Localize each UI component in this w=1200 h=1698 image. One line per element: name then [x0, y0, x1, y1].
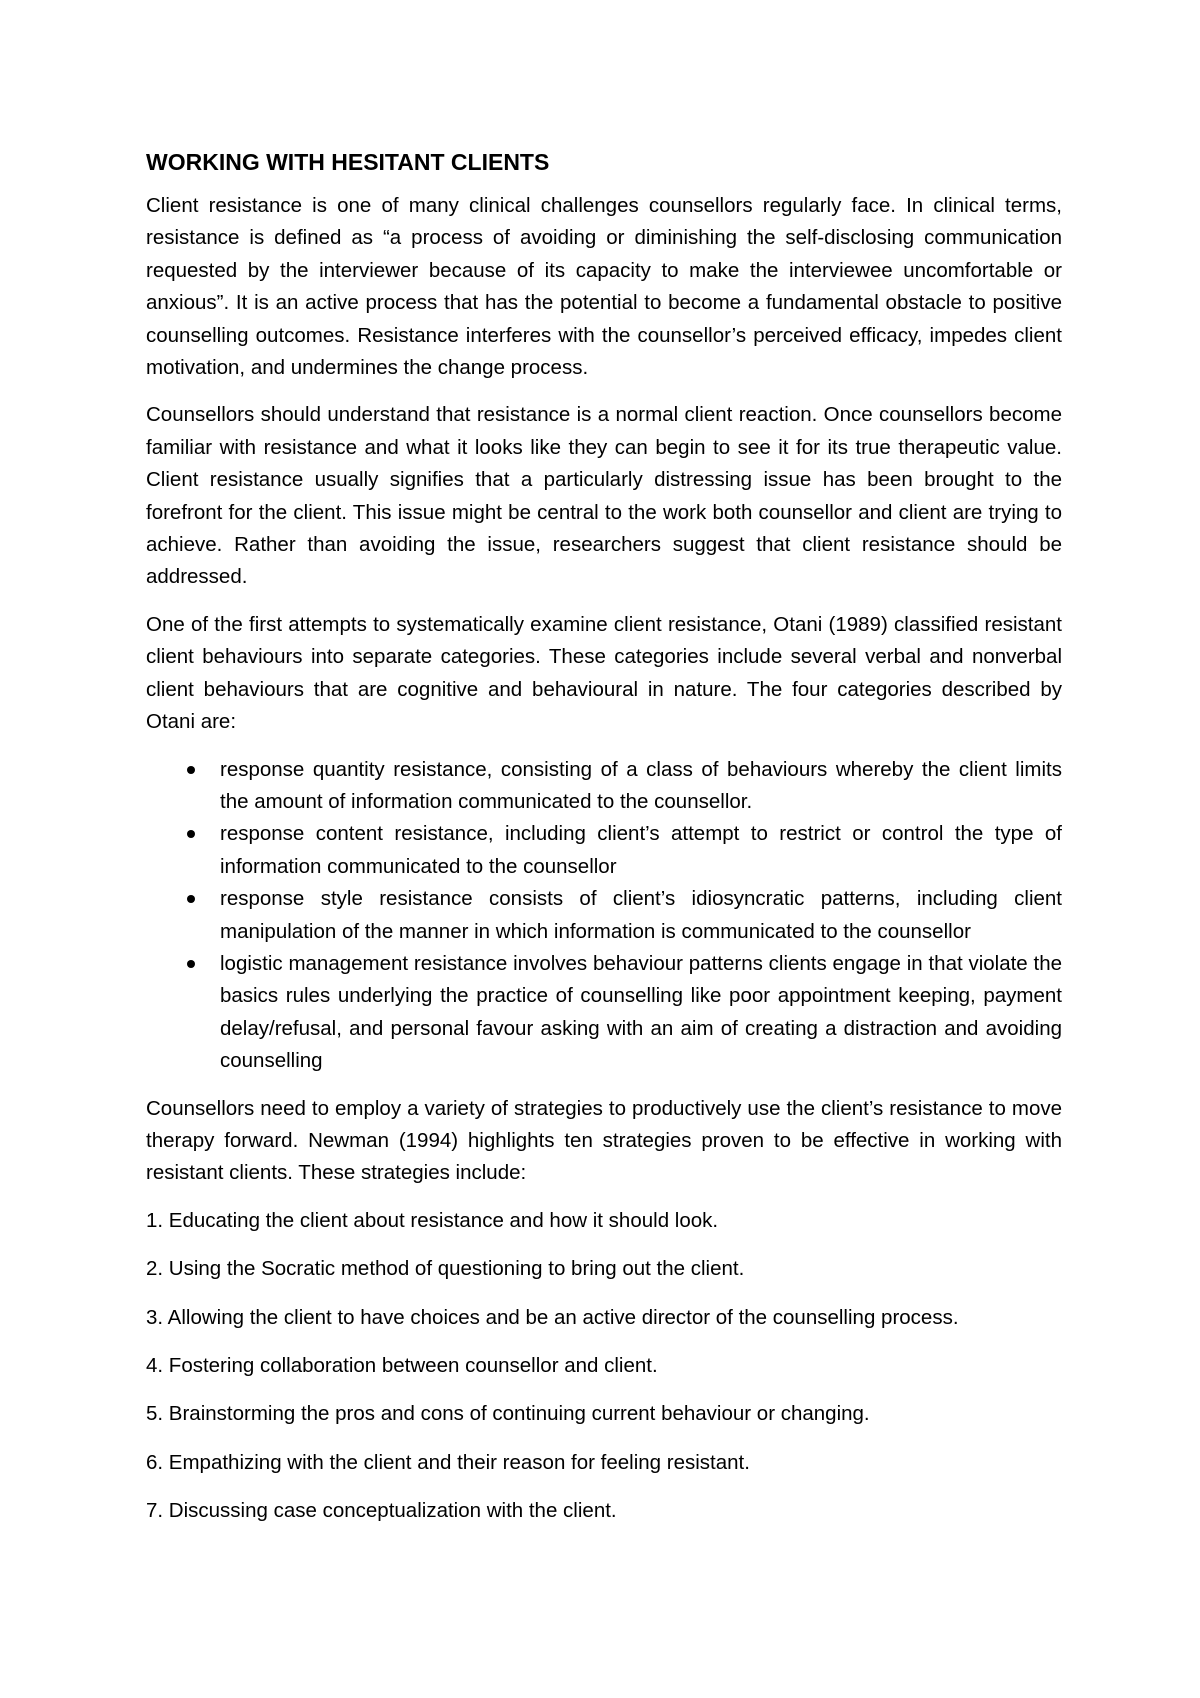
bullet-icon [187, 960, 195, 968]
strategy-list [146, 1205, 1062, 1528]
bullet-icon [187, 830, 195, 838]
bullet-item [146, 754, 1062, 819]
strategy-item: 2. Using the Socratic method of questioning to bring out the client. [146, 1257, 745, 1281]
bullet-item [146, 883, 1062, 948]
bullet-icon [187, 895, 195, 903]
paragraph-otani-categories: One of the first attempts to systematically examine client resistance, Otani (1989) classified resistant client behaviours into separate categories. These categories include several verbal and nonverbal client behaviours that are cognitive and behavioural in nature. The four categories described by Otani are: [146, 612, 1062, 734]
paragraph-definition: Client resistance is one of many clinical challenges counsellors regularly face. In clinical terms, resistance is defined as “a process of avoiding or diminishing the self-disclosing communication requested by the interviewer because of its capacity to make the interviewee uncomfortable or anxious”. It is an active process that has the potential to become a fundamental obstacle to positive counselling outcomes. Resistance interferes with the counsellor’s perceived efficacy, impedes client motivation, and undermines the change process. [146, 194, 1062, 380]
strategy-item: 1. Educating the client about resistance and how it should look. [146, 1208, 719, 1232]
strategy-item: 7. Discussing case conceptualization with the client. [146, 1499, 617, 1523]
bullet-text: logistic management resistance involves behaviour patterns clients engage in that violate the basics rules underlying the practice of counselling like poor appointment keeping, payment delay/refusal, and personal favour asking with an aim of creating a distraction and avoiding counselling [220, 951, 1062, 1073]
otani-category-list [146, 754, 1062, 1078]
bullet-text: response quantity resistance, consisting of a class of behaviours whereby the client limits the amount of information communicated to the counsellor. [220, 757, 1062, 813]
bullet-text: response style resistance consists of client’s idiosyncratic patterns, including client manipulation of the manner in which information is communicated to the counsellor [220, 887, 1062, 943]
document-body [146, 146, 1062, 1544]
strategy-item: 4. Fostering collaboration between counsellor and client. [146, 1354, 658, 1377]
paragraph-normal-reaction: Counsellors should understand that resistance is a normal client reaction. Once counsellors become familiar with resistance and what it looks like they can begin to see it for its true therapeutic value. Client resistance usually signifies that a particularly distressing issue has been brought to the forefront for the client. This issue might be central to the work both counsellor and client are trying to achieve. Rather than avoiding the issue, researchers suggest that client resistance should be addressed. [146, 403, 1062, 589]
strategy-item: 6. Empathizing with the client and their reason for feeling resistant. [146, 1450, 750, 1474]
bullet-item [146, 948, 1062, 1078]
bullet-text: response content resistance, including client’s attempt to restrict or control the type of information communicated to the counsellor [220, 822, 1062, 878]
strategy-item: 5. Brainstorming the pros and cons of continuing current behaviour or changing. [146, 1402, 870, 1426]
document-title: WORKING WITH HESITANT CLIENTS [146, 149, 550, 175]
paragraph-strategies: Counsellors need to employ a variety of strategies to productively use the client’s resistance to move therapy forward. Newman (1994) highlights ten strategies proven to be effective in working with resistant clients. These strategies include: [146, 1096, 1062, 1185]
bullet-icon [187, 766, 195, 774]
strategy-item: 3. Allowing the client to have choices and be an active director of the counselling process. [146, 1305, 959, 1329]
bullet-item [146, 818, 1062, 883]
